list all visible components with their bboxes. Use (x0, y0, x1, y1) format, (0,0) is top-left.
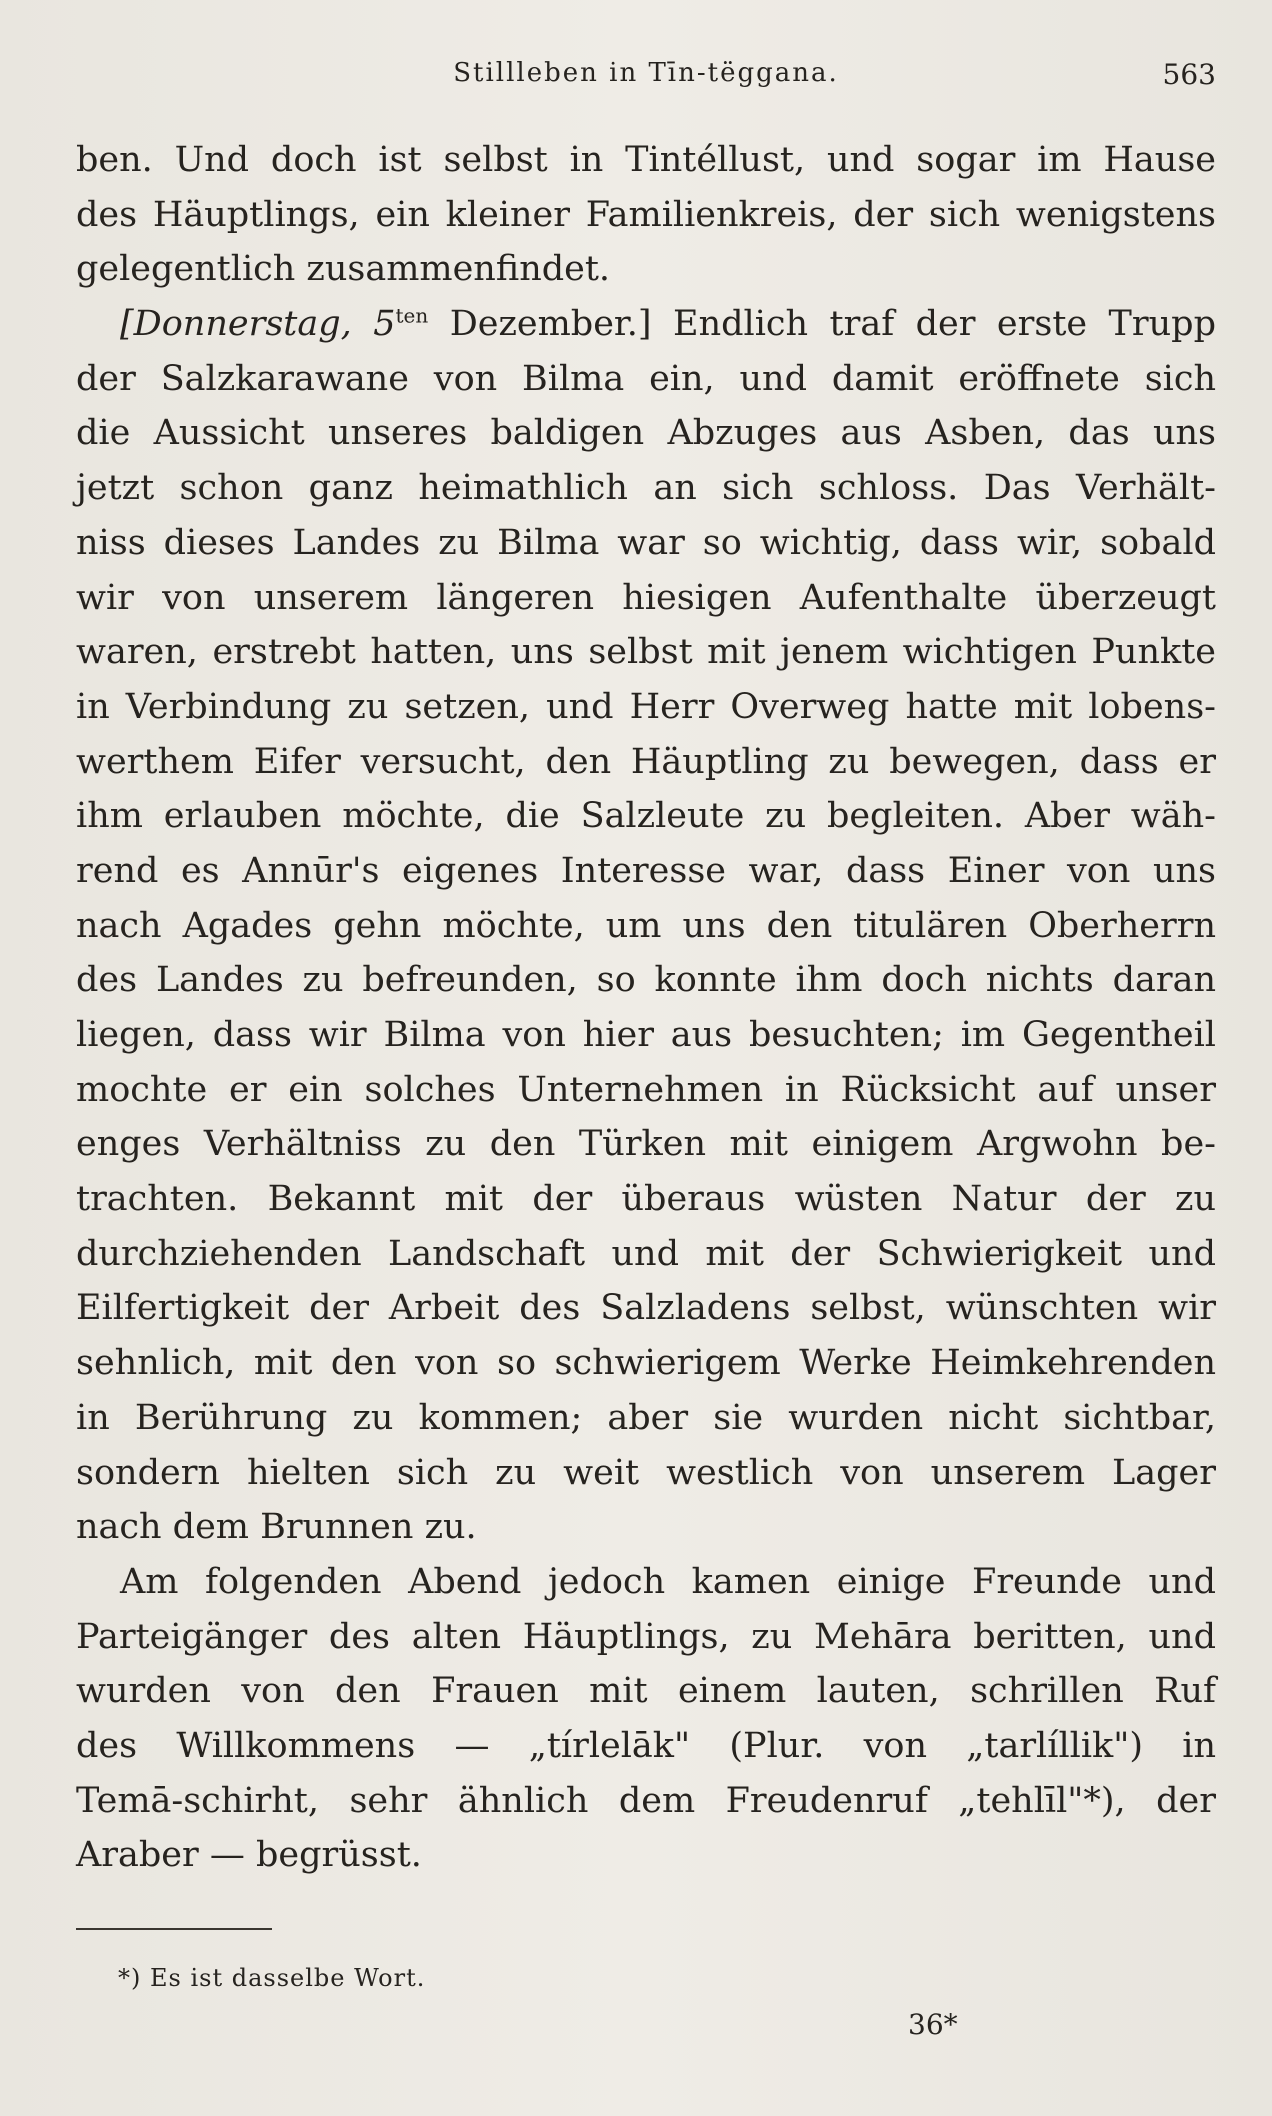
text-line: durchziehenden Landschaft und mit der Schwierigkeit und (76, 1233, 1216, 1274)
text-line: des Häuptlings, ein kleiner Familienkreis, der sich wenigstens (76, 194, 1216, 235)
signature-mark: 36* (908, 2008, 958, 2041)
text-line: liegen, dass wir Bilma von hier aus besuchten; im Gegentheil (76, 1015, 1216, 1055)
text-line: enges Verhältniss zu den Türken mit einigem Argwohn be- (76, 1124, 1216, 1165)
text-line: Parteigänger des alten Häuptlings, zu Mehāra beritten, und (76, 1616, 1216, 1657)
text-line: werthem Eifer versucht, den Häuptling zu bewegen, dass er (76, 741, 1216, 782)
text-line: Eilfertigkeit der Arbeit des Salzladens selbst, wünschten wir (76, 1288, 1216, 1329)
text-line: rend es Annūr's eigenes Interesse war, dass Einer von uns (76, 850, 1216, 891)
text-line: der Salzkarawane von Bilma ein, und damit eröffnete sich (76, 358, 1216, 399)
text-line: sehnlich, mit den von so schwierigem Werke Heimkehrenden (76, 1343, 1216, 1384)
text-line: Am folgenden Abend jedoch kamen einige Freunde und (120, 1561, 1216, 1602)
running-title: Stillleben in Tīn-tëggana. (453, 58, 839, 88)
text-line: die Aussicht unseres baldigen Abzuges aus Asben, das uns (76, 413, 1216, 454)
body-text (76, 133, 1216, 1883)
running-header (76, 58, 1216, 98)
text-line: ben. Und doch ist selbst in Tintéllust, und sogar im Hause (76, 140, 1216, 180)
text-line: wir von unserem längeren hiesigen Aufenthalte überzeugt (76, 577, 1216, 618)
text-line: Araber — begrüsst. (76, 1835, 422, 1876)
text-line: nach dem Brunnen zu. (76, 1507, 477, 1548)
date-superscript: ten (395, 303, 429, 328)
text-line: wurden von den Frauen mit einem lauten, schrillen Ruf (76, 1671, 1216, 1712)
text-line: jetzt schon ganz heimathlich an sich schloss. Das Verhält- (76, 468, 1216, 509)
page-number: 563 (1162, 58, 1216, 91)
text-line: des Willkommens — „tírlelāk" (Plur. von „tarlíllik") in (76, 1725, 1216, 1766)
footnote-rule (76, 1928, 272, 1930)
text-line-dated (76, 297, 1216, 352)
text-line: mochte er ein solches Unternehmen in Rücksicht auf unser (76, 1069, 1216, 1110)
text-line: nach Agades gehn möchte, um uns den titulären Oberherrn (76, 905, 1216, 946)
footnote: *) Es ist dasselbe Wort. (118, 1964, 426, 1992)
text-line: trachten. Bekannt mit der überaus wüsten Natur der zu (76, 1179, 1216, 1220)
text-line: Temā-schirht, sehr ähnlich dem Freudenruf „tehlīl"*), der (76, 1780, 1216, 1821)
date-text: [Donnerstag, 5 (120, 304, 396, 345)
text-line: waren, erstrebt hatten, uns selbst mit jenem wichtigen Punkte (76, 632, 1216, 673)
text-line: sondern hielten sich zu weit westlich von unserem Lager (76, 1452, 1216, 1493)
text-continuation: Dezember.] Endlich traf der erste Trupp (428, 304, 1216, 345)
text-line: des Landes zu befreunden, so konnte ihm doch nichts daran (76, 960, 1216, 1001)
text-line: in Berührung zu kommen; aber sie wurden nicht sichtbar, (76, 1397, 1216, 1438)
text-line: niss dieses Landes zu Bilma war so wichtig, dass wir, sobald (76, 522, 1216, 563)
text-line: gelegentlich zusammenfindet. (76, 249, 611, 290)
text-line: in Verbindung zu setzen, und Herr Overweg hatte mit lobens- (76, 686, 1216, 727)
text-line: ihm erlauben möchte, die Salzleute zu begleiten. Aber wäh- (76, 796, 1216, 837)
